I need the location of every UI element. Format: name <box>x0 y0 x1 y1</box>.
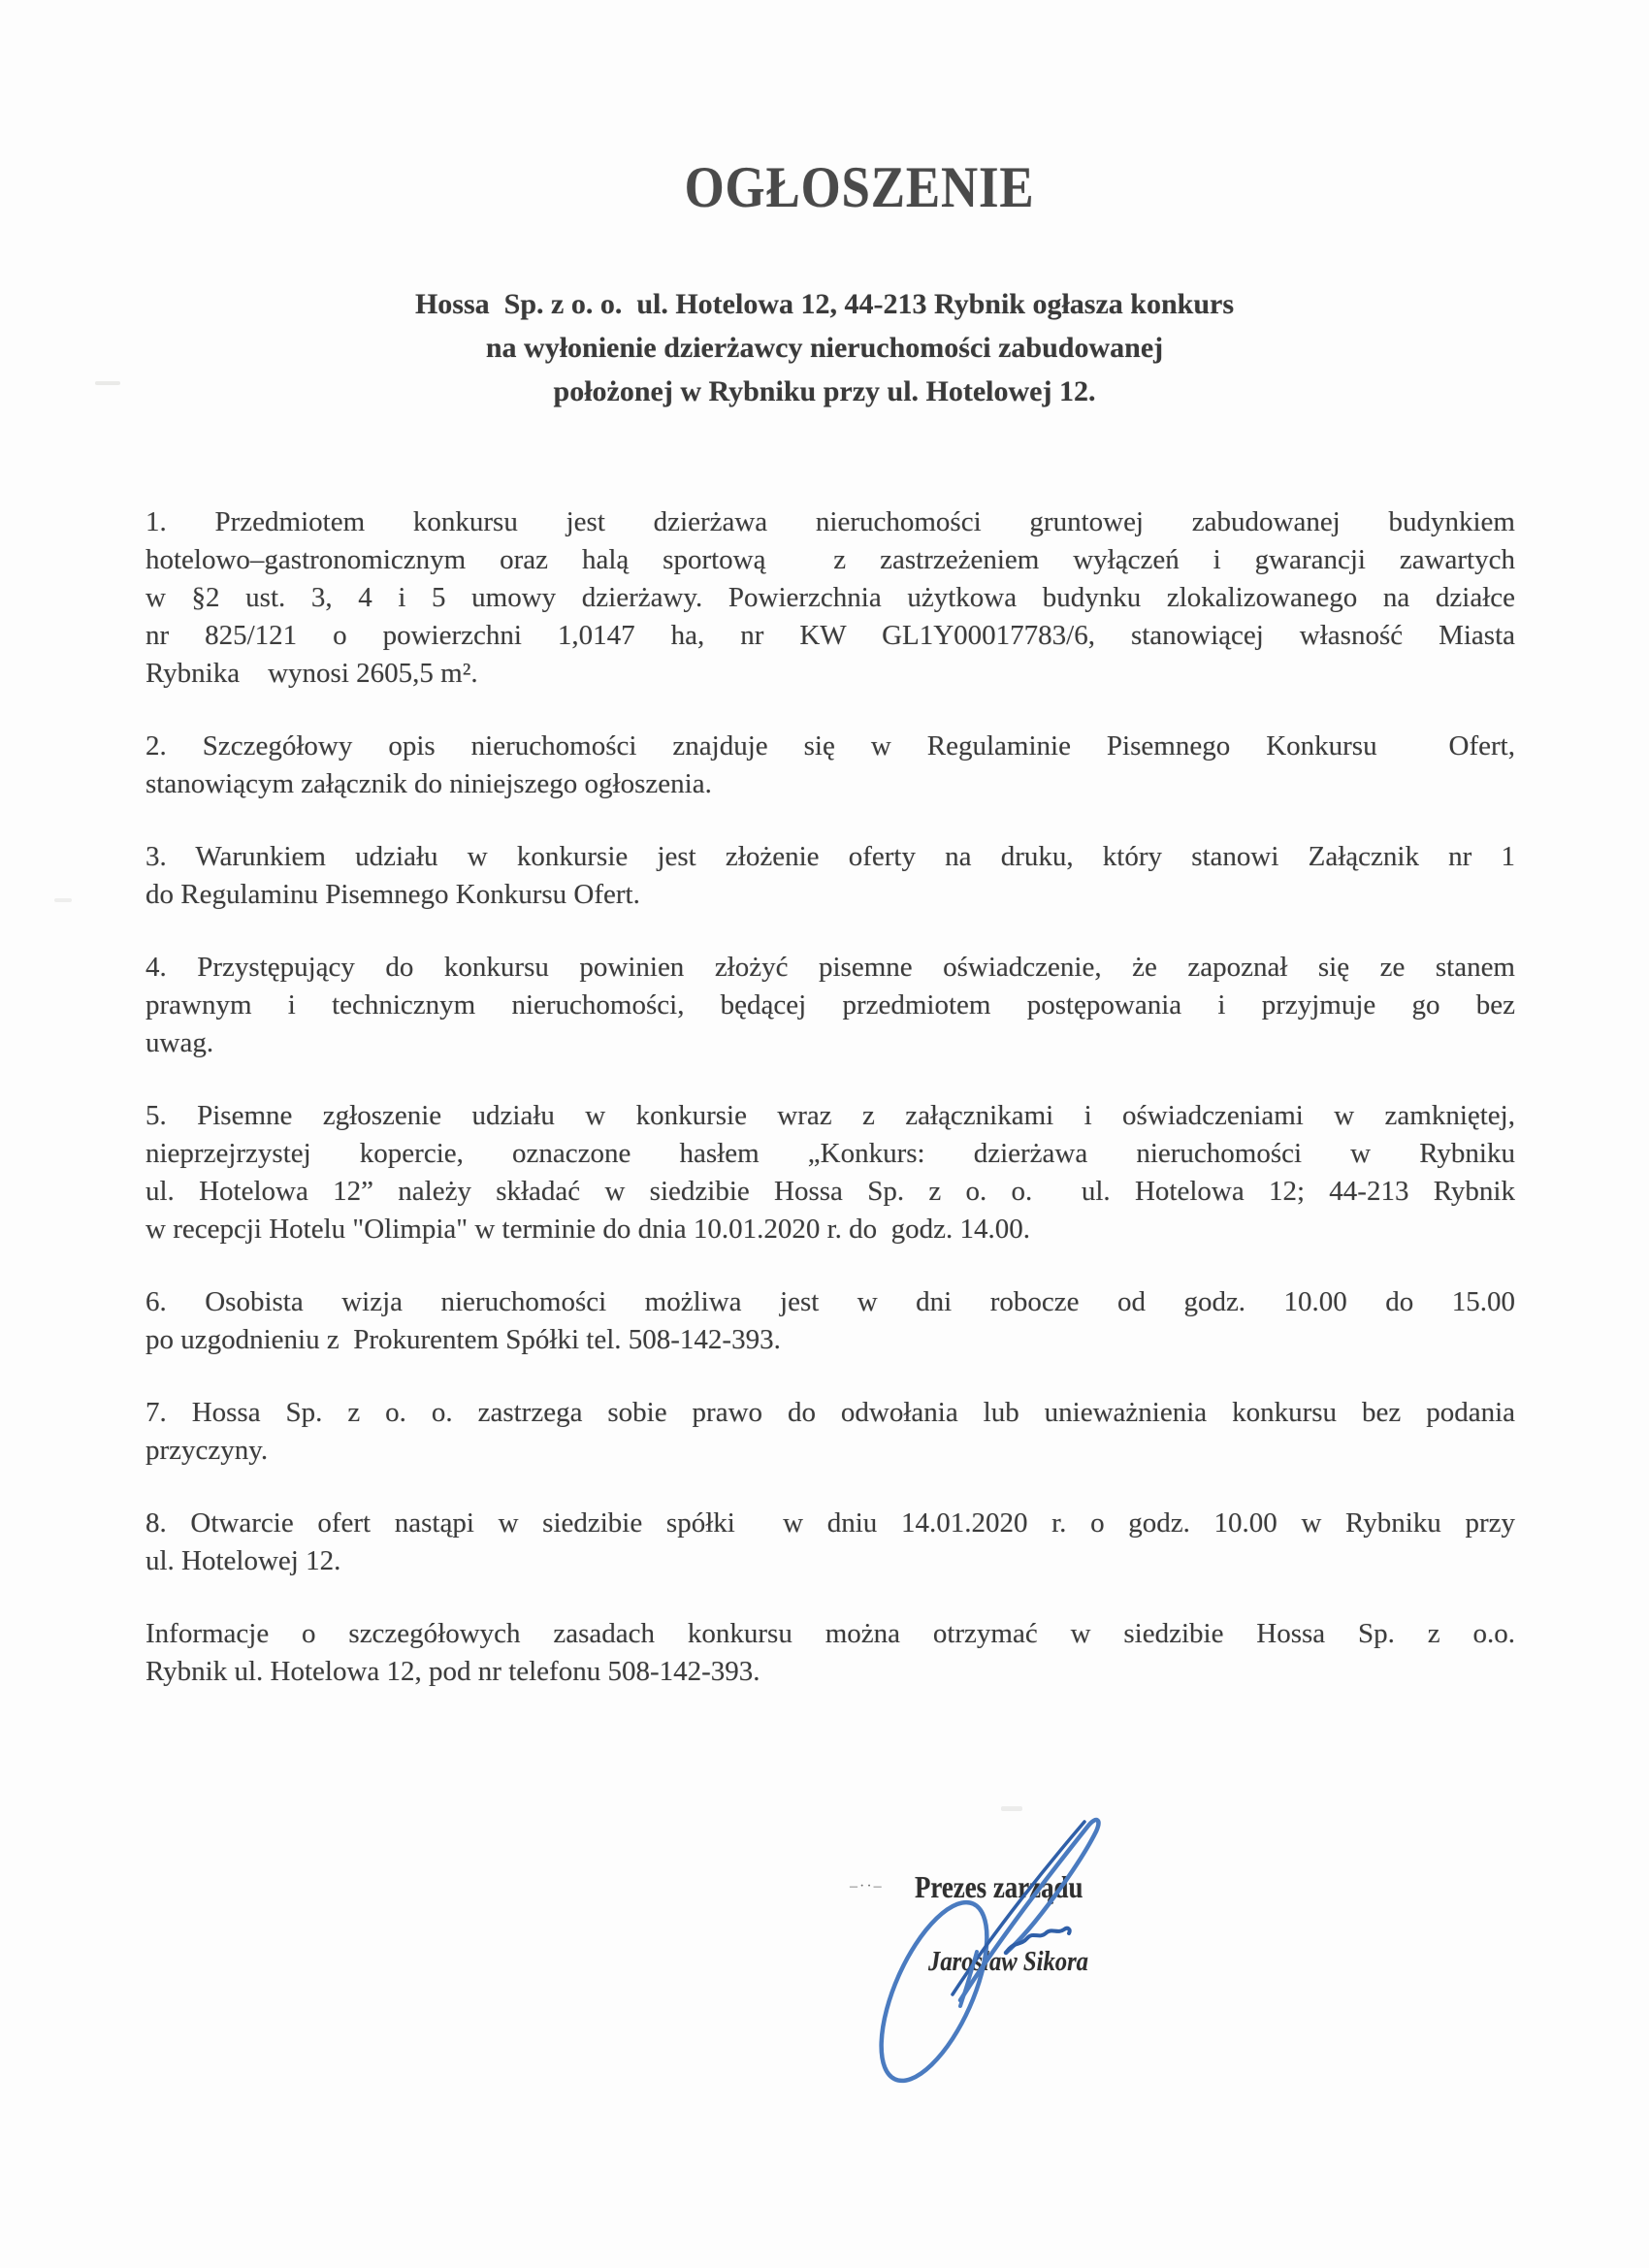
paragraph <box>146 1394 1515 1470</box>
subtitle-line: na wyłonienie dzierżawcy nieruchomości zabudowanej <box>485 332 1164 364</box>
paragraph <box>146 503 1515 693</box>
paragraph-line: 6. Osobista wizja nieruchomości możliwa jest w dni robocze od godz. 10.00 do 15.00 <box>146 1286 1515 1317</box>
document-title-text: OGŁOSZENIE <box>684 155 1035 219</box>
subtitle-line: położonej w Rybniku przy ul. Hotelowej 12. <box>553 375 1096 407</box>
paragraph <box>146 838 1515 914</box>
paragraph-line: prawnym i technicznym nieruchomości, będącej przedmiotem postępowania i przyjmuje go bez <box>146 989 1515 1021</box>
document-subtitle <box>0 282 1649 413</box>
paragraph-line: 3. Warunkiem udziału w konkursie jest złożenie oferty na druku, który stanowi Załącznik nr 1 <box>146 841 1515 872</box>
paragraph-line: nr 825/121 o powierzchni 1,0147 ha, nr KW GL1Y00017783/6, stanowiącej własność Miasta <box>146 620 1515 651</box>
paragraph-line: 1. Przedmiotem konkursu jest dzierżawa nieruchomości gruntowej zabudowanej budynkiem <box>146 506 1515 537</box>
paragraph-line: po uzgodnieniu z Prokurentem Spółki tel. 508-142-393. <box>146 1324 781 1355</box>
paragraph-line: w §2 ust. 3, 4 i 5 umowy dzierżawy. Powierzchnia użytkowa budynku zlokalizowanego na działce <box>146 582 1515 613</box>
paragraph-line: stanowiącym załącznik do niniejszego ogłoszenia. <box>146 768 712 799</box>
paragraph <box>146 728 1515 803</box>
paragraph <box>146 949 1515 1062</box>
handwritten-signature-icon <box>834 1795 1125 2097</box>
paragraph <box>146 1505 1515 1580</box>
paragraph-line: 7. Hossa Sp. z o. o. zastrzega sobie prawo do odwołania lub unieważnienia konkursu bez podania <box>146 1397 1515 1428</box>
paragraph <box>146 1097 1515 1248</box>
paragraph-line: ul. Hotelowej 12. <box>146 1545 341 1576</box>
signature-role: Prezes zarządu <box>915 1869 1083 1904</box>
paragraph-line: 2. Szczegółowy opis nieruchomości znajduje się w Regulaminie Pisemnego Konkursu Ofert, <box>146 730 1515 761</box>
paragraph-line: uwag. <box>146 1027 214 1058</box>
paragraph-line: nieprzejrzystej kopercie, oznaczone hasłem „Konkurs: dzierżawa nieruchomości w Rybniku <box>146 1138 1515 1169</box>
document-title <box>0 0 1649 219</box>
body-paragraphs <box>146 503 1515 1691</box>
paragraph-line: Rybnik ul. Hotelowa 12, pod nr telefonu 508-142-393. <box>146 1656 760 1687</box>
paragraph-line: do Regulaminu Pisemnego Konkursu Ofert. <box>146 879 640 910</box>
paragraph <box>146 1615 1515 1691</box>
scan-speck <box>54 898 72 902</box>
paragraph-line: w recepcji Hotelu "Olimpia" w terminie do dnia 10.01.2020 r. do godz. 14.00. <box>146 1214 1031 1245</box>
paragraph-line: Rybnika wynosi 2605,5 m². <box>146 658 478 689</box>
scan-speck <box>95 381 120 385</box>
paragraph-line: 5. Pisemne zgłoszenie udziału w konkursie wraz z załącznikami i oświadczeniami w zamkniętej, <box>146 1100 1515 1131</box>
subtitle-line: Hossa Sp. z o. o. ul. Hotelowa 12, 44-213 Rybnik ogłasza konkurs <box>414 288 1235 320</box>
paragraph-line: 8. Otwarcie ofert nastąpi w siedzibie spółki w dniu 14.01.2020 r. o godz. 10.00 w Rybniku przy <box>146 1507 1515 1539</box>
paragraph-line: ul. Hotelowa 12” należy składać w siedzibie Hossa Sp. z o. o. ul. Hotelowa 12; 44-213 Rybnik <box>146 1176 1515 1207</box>
scan-artifact-dashes: –··– <box>850 1878 884 1895</box>
paragraph <box>146 1283 1515 1359</box>
paragraph-line: Informacje o szczegółowych zasadach konkursu można otrzymać w siedzibie Hossa Sp. z o.o. <box>146 1618 1515 1649</box>
paragraph-line: hotelowo–gastronomicznym oraz halą sportową z zastrzeżeniem wyłączeń i gwarancji zawartych <box>146 544 1515 575</box>
signature-name: Jarosław Sikora <box>928 1947 1088 1977</box>
paragraph-line: 4. Przystępujący do konkursu powinien złożyć pisemne oświadczenie, że zapoznał się ze stanem <box>146 952 1515 983</box>
paragraph-line: przyczyny. <box>146 1435 269 1466</box>
